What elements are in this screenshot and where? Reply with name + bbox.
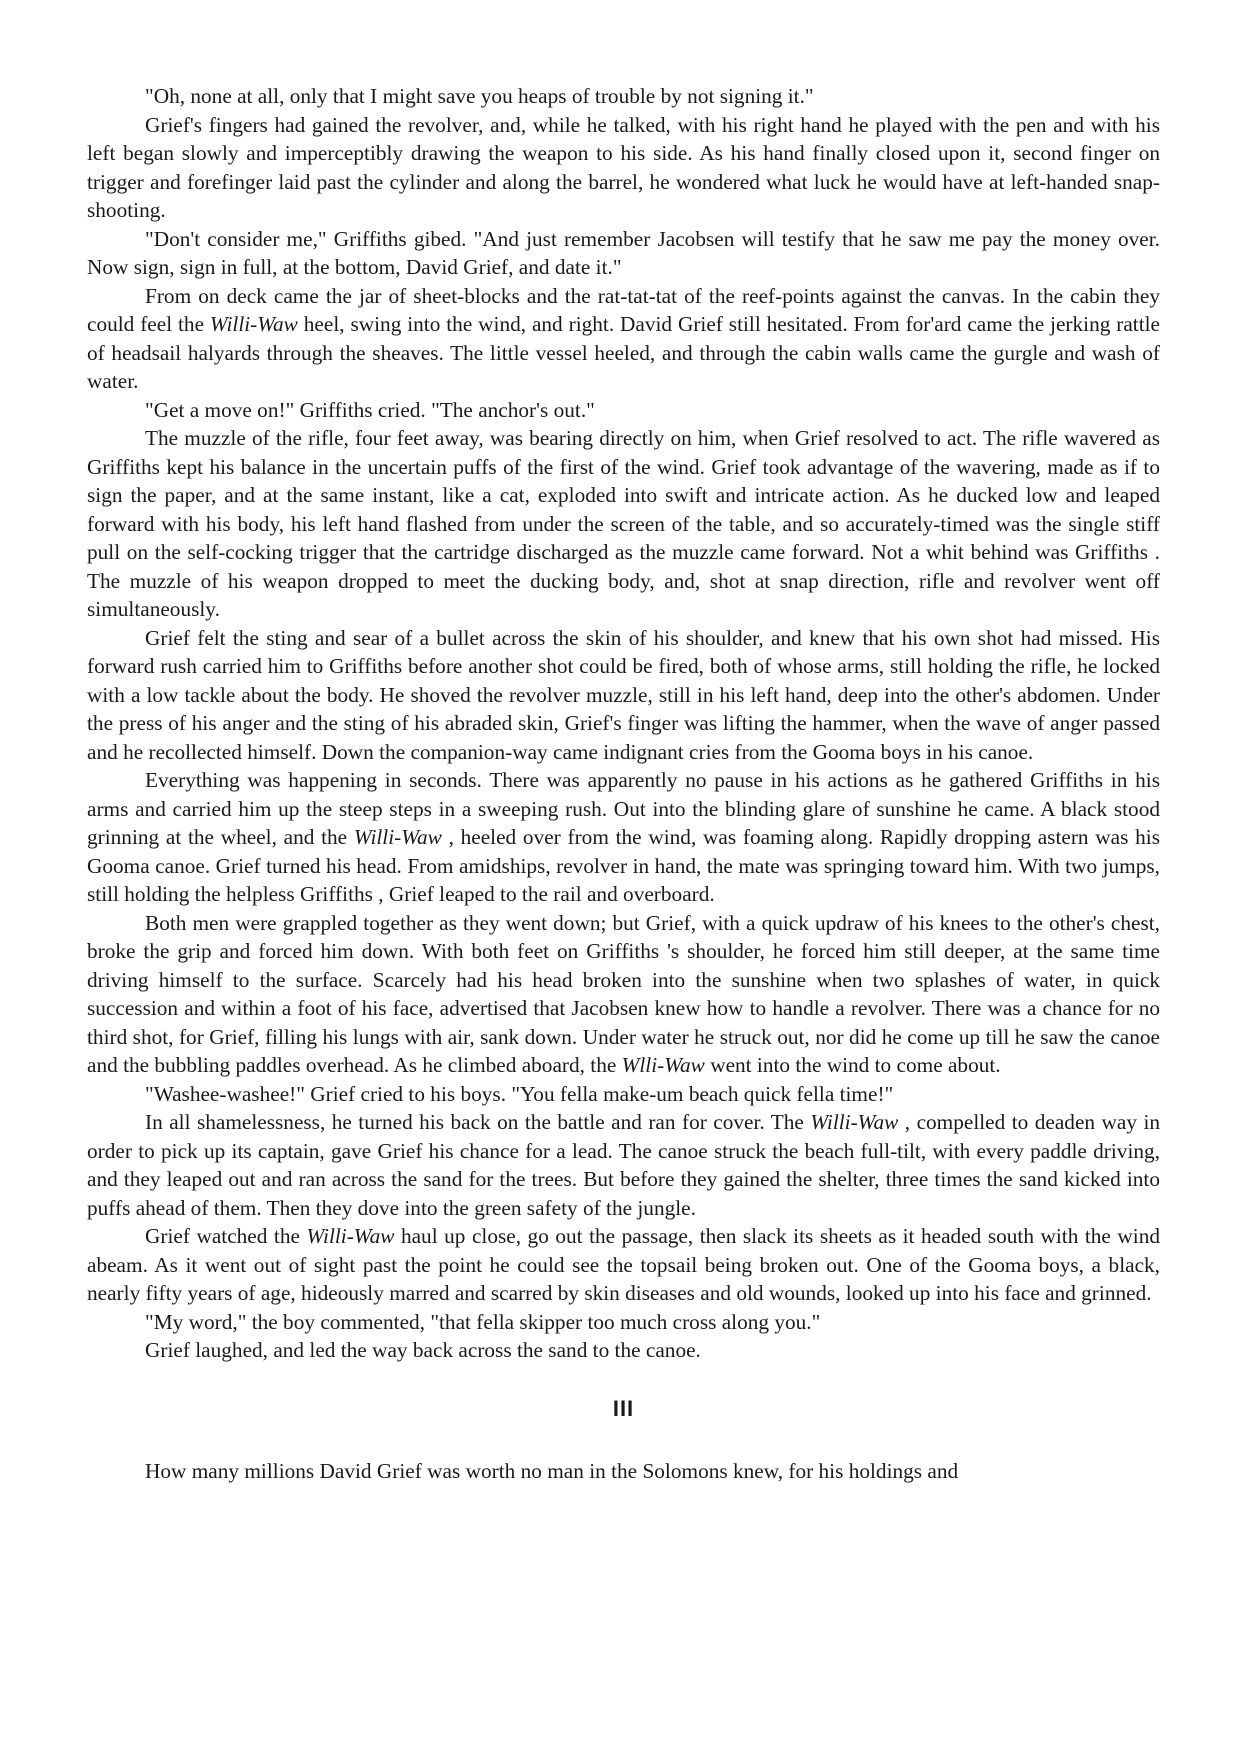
- paragraph: How many millions David Grief was worth no man in the Solomons knew, for his holdings and: [145, 1459, 959, 1483]
- text-run: "Get a move on!" Griffiths cried. "The anchor's out.": [145, 397, 595, 422]
- text-run: Both men were grappled together as they went down; but Grief, with a quick updraw of his knees to the other's chest, broke the grip and forced him down. With both feet on Griffiths 's shoulder, he forced him still deeper, at the same time driving himself to the surface. Scarcely had his head broken into the sunshine when two splashes of water, in quick succession and within a foot of his face, advertised that Jacobsen knew how to handle a revolver. There was a chance for no third shot, for Grief, filling his lungs with air, sank down. Under water he struck out, nor did he come up till he saw the canoe and the bubbling paddles overhead. As he climbed aboard, the: [87, 910, 1160, 1077]
- text-run: went into the wind to come about.: [704, 1053, 1001, 1077]
- paragraph: [87, 282, 1160, 396]
- text-run: Grief felt the sting and sear of a bullet across the skin of his shoulder, and knew that his own shot had missed. His forward rush carried him to Griffiths before another shot could be fired, both of whose arms, still holding the rifle, he locked with a low tackle about the body. He shoved the revolver muzzle, still in his left hand, deep into the other's abdomen. Under the press of his anger and the sting of his abraded skin, Grief's finger was lifting the hammer, when the wave of anger passed and he recollected himself. Down the companion-way came indignant cries from the Gooma boys in his canoe.: [87, 625, 1160, 764]
- paragraph: [87, 396, 1160, 425]
- vessel-name: Willi-Waw: [810, 1110, 899, 1134]
- vessel-name: Wlli-Waw: [621, 1053, 705, 1077]
- text-run: haul up close, go out the passage, then slack its sheets as it headed south with the wind abeam. As it went out of sight past the point he could see the topsail being broken out. One of the Gooma boys, a black, nearly fifty years of age, hideously marred and scarred by skin diseases and old wounds, looked up into his face and grinned.: [87, 1224, 1160, 1305]
- text-run: Grief laughed, and led the way back across the sand to the canoe.: [145, 1338, 701, 1362]
- paragraph: [87, 82, 1160, 111]
- text-run: Grief's fingers had gained the revolver, and, while he talked, with his right hand he played with the pen and with his left began slowly and imperceptibly drawing the weapon to his side. As his hand finally closed upon it, second finger on trigger and forefinger laid past the cylinder and along the barrel, he wondered what luck he would have at left-handed snap-shooting.: [87, 112, 1160, 222]
- text-body: [87, 82, 1160, 1365]
- text-run: Grief watched the: [145, 1224, 307, 1248]
- text-run: heel, swing into the wind, and right. David Grief still hesitated. From for'ard came the jerking rattle of headsail halyards through the sheaves. The little vessel heeled, and through the cabin walls came the gurgle and wash of water.: [87, 312, 1160, 393]
- text-run: In all shamelessness, he turned his back on the battle and ran for cover. The: [145, 1110, 811, 1134]
- paragraph: [87, 1080, 1160, 1109]
- paragraph: [87, 1336, 1160, 1365]
- paragraph: [87, 909, 1160, 1080]
- paragraph: [87, 424, 1160, 624]
- book-page: [87, 82, 1160, 1486]
- text-run: "My word," the boy commented, "that fella skipper too much cross along you.": [145, 1309, 821, 1334]
- text-run: , heeled over from the wind, was foaming along. Rapidly dropping astern was his Gooma canoe. Grief turned his head. From amidships, revolver in hand, the mate was springing toward him. With two jumps, still holding the helpless Griffiths , Grief leaped to the rail and overboard.: [87, 825, 1160, 906]
- paragraph: [87, 1308, 1160, 1337]
- paragraph: [87, 766, 1160, 909]
- paragraph: [87, 1222, 1160, 1308]
- paragraph: [87, 111, 1160, 225]
- vessel-name: Willi-Waw: [306, 1224, 395, 1248]
- paragraph: [87, 624, 1160, 767]
- text-run: From on deck came the jar of sheet-blocks and the rat-tat-tat of the reef-points against the canvas. In the cabin they could feel the: [87, 283, 1160, 336]
- text-run: Everything was happening in seconds. There was apparently no pause in his actions as he gathered Griffiths in his arms and carried him up the steep steps in a sweeping rush. Out into the blinding glare of sunshine he came. A black stood grinning at the wheel, and the: [87, 768, 1160, 849]
- vessel-name: Willi-Waw: [209, 312, 298, 336]
- text-run: "Washee-washee!" Grief cried to his boys. "You fella make-um beach quick fella time!": [145, 1081, 894, 1106]
- text-run: "Don't consider me," Griffiths gibed. "And just remember Jacobsen will testify that he saw me pay the money over. Now sign, sign in full, at the bottom, David Grief, and date it.": [87, 226, 1160, 279]
- text-run: The muzzle of the rifle, four feet away, was bearing directly on him, when Grief resolved to act. The rifle wavered as Griffiths kept his balance in the uncertain puffs of the first of the wind. Grief took advantage of the wavering, made as if to sign the paper, and at the same instant, like a cat, exploded into swift and intricate action. As he ducked low and leaped forward with his body, his left hand flashed from under the screen of the table, and so accurately-timed was the single stiff pull on the self-cocking trigger that the cartridge discharged as the muzzle came forward. Not a whit behind was Griffiths . The muzzle of his weapon dropped to meet the ducking body, and, shot at snap direction, rifle and revolver went off simultaneously.: [87, 426, 1160, 621]
- text-run: , compelled to deaden way in order to pick up its captain, gave Grief his chance for a lead. The canoe struck the beach full-tilt, with every paddle driving, and they leaped out and ran across the sand for the trees. But before they gained the shelter, three times the sand kicked into puffs ahead of them. Then they dove into the green safety of the jungle.: [87, 1110, 1161, 1220]
- text-run: "Oh, none at all, only that I might save you heaps of trouble by not signing it.": [145, 84, 814, 108]
- paragraph: [87, 1108, 1160, 1222]
- vessel-name: Willi-Waw: [353, 825, 442, 849]
- paragraph: [87, 225, 1160, 282]
- chapter-heading: III: [612, 1395, 635, 1421]
